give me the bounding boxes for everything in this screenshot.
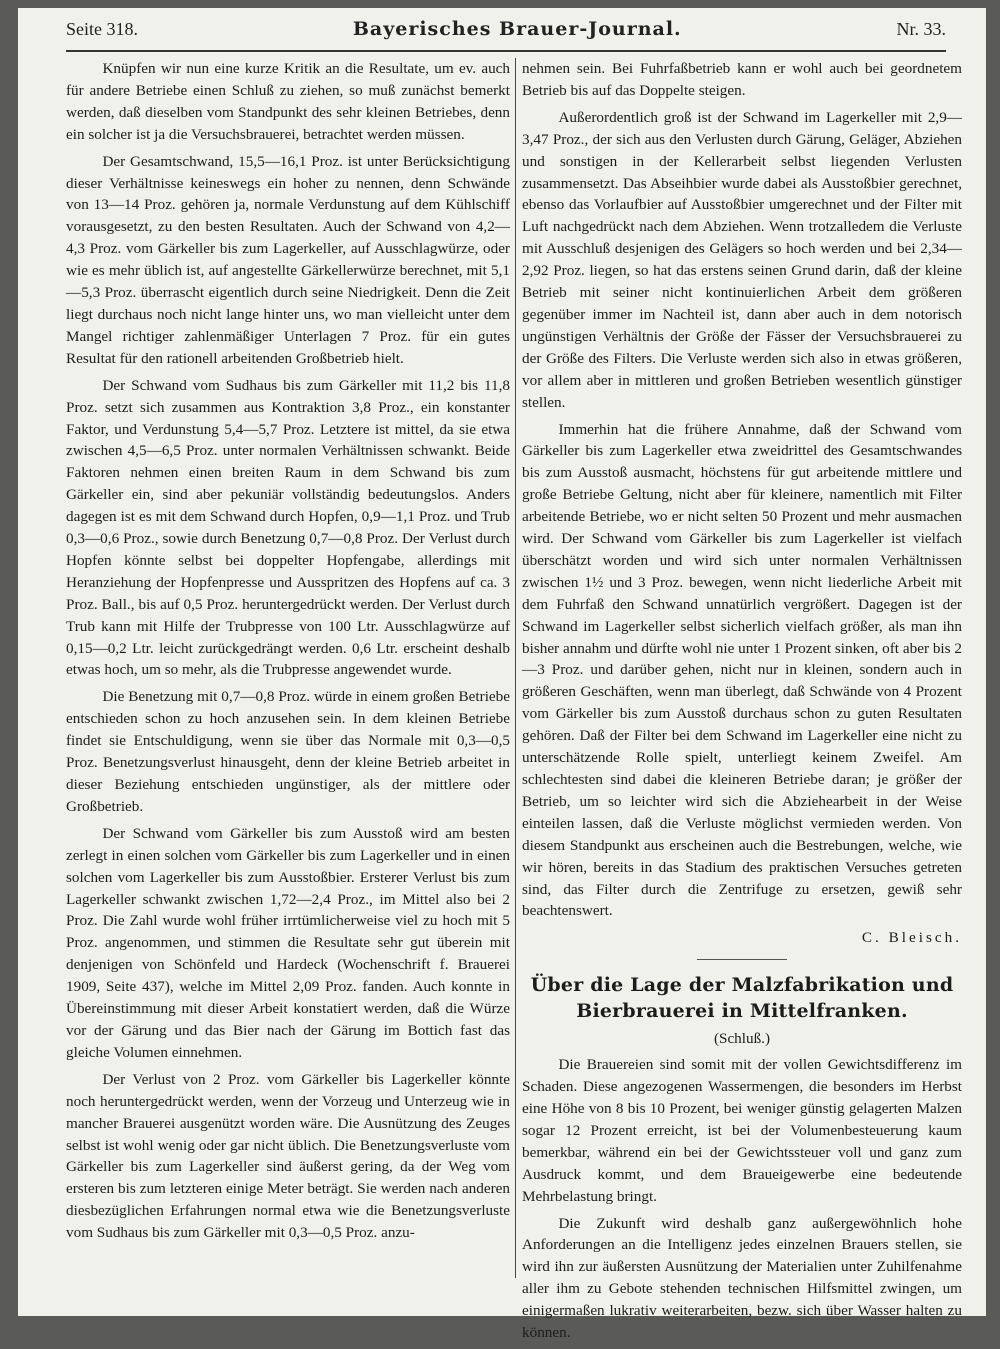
paragraph: nehmen sein. Bei Fuhrfaßbetrieb kann er wohl auch bei geordnetem Betrieb bis auf das Doppelte steigen. xyxy=(522,60,962,99)
paragraph: Die Brauereien sind somit mit der vollen Gewichtsdifferenz im Schaden. Diese angezogenen Wassermengen, die besonders im Herbst eine Höhe von 8 bis 10 Prozent, bei weniger günstig gelagerten Malzen sogar 12 Prozent erreicht, ist bei der Volumenbesteuerung kaum bemerkbar, während ein bei der Gewichtssteuer voll und ganz zum Ausdruck kommt, und dem Braueigewerbe eine bedeutende Mehrbelastung bringt. xyxy=(522,1056,962,1205)
paragraph: Der Schwand vom Gärkeller bis zum Ausstoß wird am besten zerlegt in einen solchen vom Gärkeller bis zum Lagerkeller und in einen solchen vom Lagerkeller bis zum Ausstoßbier. Ersterer Verlust bis zum Lagerkeller schwankt zwischen 1,72—2,4 Proz., im Mittel also bei 2 Proz. Die Zahl wurde wohl früher irrtümlicherweise viel zu hoch mit 5 Proz. angenommen, und stimmen die Resultate sehr gut überein mit denjenigen von Schönfeld und Hardeck (Wochenschrift f. Brauerei 1909, Seite 437), welche im Mittel 2,09 Proz. fanden. Auch konnte in Übereinstimmung mit dieser Arbeit konstatiert werden, daß die Würze vor der Gärung und das Bier nach der Gärung im Bottich fast das gleiche Volumen einnehmen. xyxy=(66,824,510,1061)
journal-title: Bayerisches Brauer-Journal. xyxy=(352,18,682,40)
section-subtitle: (Schluß.) xyxy=(713,1030,771,1048)
page-number: Seite 318. xyxy=(66,19,138,39)
issue-number: Nr. 33. xyxy=(896,19,946,39)
author-signature: C. Bleisch. xyxy=(861,929,962,947)
paragraph: Die Zukunft wird deshalb ganz außergewöhnlich hohe Anforderungen an die Intelligenz jedes einzelnen Brauers stellen, sie wird ihn zur äußersten Ausnützung der Materialien unter Zuhilfenahme aller ihm zu Gebote stehenden technischen Hilfsmittel zwingen, um einigermaßen lukrativ weiterarbeiten, bezw. sich über Wasser halten zu können. xyxy=(522,1214,962,1342)
right-column xyxy=(522,58,962,1349)
paragraph: Außerordentlich groß ist der Schwand im Lagerkeller mit 2,9—3,47 Proz., der sich aus den Verlusten durch Gärung, Geläger, Abziehen und sonstigen in der Kellerarbeit selbst liegenden Verlusten zusammensetzt. Das Abseihbier wurde dabei als Ausstoßbier gerechnet, ebenso das Vorlaufbier auf Ausstoßbier umgerechnet und der Filter mit Luft nachgedrückt nach dem Abziehen. Wenn trotzalledem die Verluste mit Ausschluß desjenigen des Gelägers so hoch werden und bei 2,34—2,92 Proz. liegen, so hat das erstens seinen Grund darin, daß der kleine Betrieb mit seiner nicht kontinuierlichen Arbeit dem größeren gegenüber immer im Nachteil ist, dann aber auch in dem notorisch ungünstigen Verhältnis der Größe der Fässer der Versuchsbrauerei zu der Größe des Filters. Die Verluste werden sich also in etwas größeren, vor allem aber in mittleren und großen Betrieben wesentlich günstiger stellen. xyxy=(522,108,962,411)
header-rule xyxy=(66,50,946,52)
newspaper-page xyxy=(18,8,986,1342)
column-divider xyxy=(515,58,516,1278)
paragraph: Der Schwand vom Sudhaus bis zum Gärkeller mit 11,2 bis 11,8 Proz. setzt sich zusammen aus Kontraktion 3,8 Proz., ein konstanter Faktor, und Verdunstung 5,4—5,7 Proz. Letztere ist mittel, da sie etwa zwischen 4,5—6,5 Proz. unter normalen Verhältnissen schwankt. Beide Faktoren nehmen einen breiten Raum in dem Schwand bis zum Gärkeller ein, sind aber pekuniär vollständig bedeutungslos. Anders dagegen ist es mit dem Schwand durch Hopfen, 0,9—1,1 Proz. und Trub 0,3—0,6 Proz., sowie durch Benetzung 0,7—0,8 Proz. Der Verlust durch Hopfen könnte selbst bei doppelter Hopfengabe, allerdings mit Heranziehung der Hopfenpresse und Ausspritzen des Hopfens auf ca. 3 Proz. Ball., bis auf 0,5 Proz. heruntergedrückt werden. Der Verlust durch Trub kann mit Hilfe der Trubpresse von 100 Ltr. Ausschlagwürze auf 0,15—0,2 Ltr. leicht zurückgedrängt werden. 0,6 Ltr. erscheint deshalb etwas hoch, um so mehr, als die Trubpresse angewendet wurde. xyxy=(66,376,510,679)
paragraph: Der Verlust von 2 Proz. vom Gärkeller bis Lagerkeller könnte noch heruntergedrückt werden, wenn der Vorzeug und Unterzeug wie in mancher Brauerei ausgenützt worden wäre. Die Ausnützung des Zeuges selbst ist wohl wenig oder gar nicht üblich. Die Benetzungsverluste vom Gärkeller bis zum Lagerkeller sind äußerst gering, da der Weg vom ersteren bis zum letzteren einige Meter beträgt. Sie werden nach anderen diesbezüglichen Erfahrungen normal etwa wie die Benetzungsverluste vom Sudhaus bis zum Gärkeller mit 0,3—0,5 Proz. anzu- xyxy=(66,1070,510,1242)
left-column xyxy=(66,58,510,1249)
paragraph: Der Gesamtschwand, 15,5—16,1 Proz. ist unter Berücksichtigung dieser Verhältnisse keineswegs ein hoher zu nennen, denn Schwände von 13—14 Proz. gehören ja, normale Verdunstung auf dem Kühlschiff vorausgesetzt, zu den besten Resultaten. Auch der Schwand von 4,2—4,3 Proz. vom Gärkeller bis zum Lagerkeller, auf Ausschlagwürze, oder wie es mehr üblich ist, auf angestellte Gärkellerwürze berechnet, mit 5,1—5,3 Proz. überrascht eigentlich durch seine Niedrigkeit. Denn die Zeit liegt durchaus noch nicht lange hinter uns, wo man vielleicht unter dem Mangel richtiger zahlenmäßiger Unterlagen 7 Proz. für ein gutes Resultat für den rationell arbeitenden Großbetrieb hielt. xyxy=(66,152,510,367)
section-separator xyxy=(697,959,787,960)
page-header xyxy=(66,18,946,48)
section-title: Über die Lage der Malzfabrikation und Bierbrauerei in Mittelfranken. xyxy=(530,974,954,1023)
paragraph: Immerhin hat die frühere Annahme, daß der Schwand vom Gärkeller bis zum Lagerkeller etwa zweidrittel des Gesamtschwandes bis zum Ausstoß ausmacht, höchstens für gut arbeitende mittlere und große Betriebe Geltung, nicht aber für kleinere, namentlich mit Filter arbeitende Betriebe, wo er nicht selten 50 Prozent und mehr ausmachen wird. Der Schwand vom Gärkeller bis zum Lagerkeller ist vielfach überschätzt worden und wird sich unter normalen Verhältnissen zwischen 1½ und 3 Proz. bewegen, wenn nicht liederliche Arbeit mit dem Fuhrfaß den Schwand unnatürlich vergrößert. Dagegen ist der Schwand im Lagerkeller selbst sicherlich vielfach größer, als man ihn bisher annahm und dürfte wohl nie unter 1 Prozent sinken, oft aber bis 2—3 Proz. und darüber gehen, nicht nur in kleinen, sondern auch in größeren Geschäften, wenn man überlegt, daß Schwände von 4 Prozent vom Gärkeller bis zum Ausstoß durchaus schon zu guten Resultaten gehören. Daß der Filter bei dem Schwand im Lagerkeller eine nicht zu unterschätzende Rolle spielt, unterliegt keinem Zweifel. Am schlechtesten sind dabei die kleineren Betriebe daran; je größer der Betrieb, um so leichter wird sich die Abziehearbeit in der Weise einteilen lassen, daß die Verluste möglichst vermieden werden. Von diesem Standpunkt aus erscheinen auch die Bestrebungen, welche, wie wir hören, bereits in das Stadium des praktischen Versuches getreten sind, das Filter durch die Zentrifuge zu ersetzen, gewiß sehr beachtenswert. xyxy=(522,420,962,920)
paragraph: Knüpfen wir nun eine kurze Kritik an die Resultate, um ev. auch für andere Betriebe einen Schluß zu ziehen, so muß zunächst bemerkt werden, daß dieselben vom Standpunkt des sehr kleinen Betriebes, denn ein solcher ist ja die Versuchsbrauerei, betrachtet werden müssen. xyxy=(66,60,510,143)
paragraph: Die Benetzung mit 0,7—0,8 Proz. würde in einem großen Betriebe entschieden schon zu hoch anzusehen sein. In dem kleinen Betriebe findet sie Entschuldigung, wenn sie über das Normale mit 0,3—0,5 Proz. Benetzungsverlust hinausgeht, denn der kleine Betrieb arbeitet in dieser Beziehung entschieden ungünstiger, als der mittlere oder Großbetrieb. xyxy=(66,688,510,815)
